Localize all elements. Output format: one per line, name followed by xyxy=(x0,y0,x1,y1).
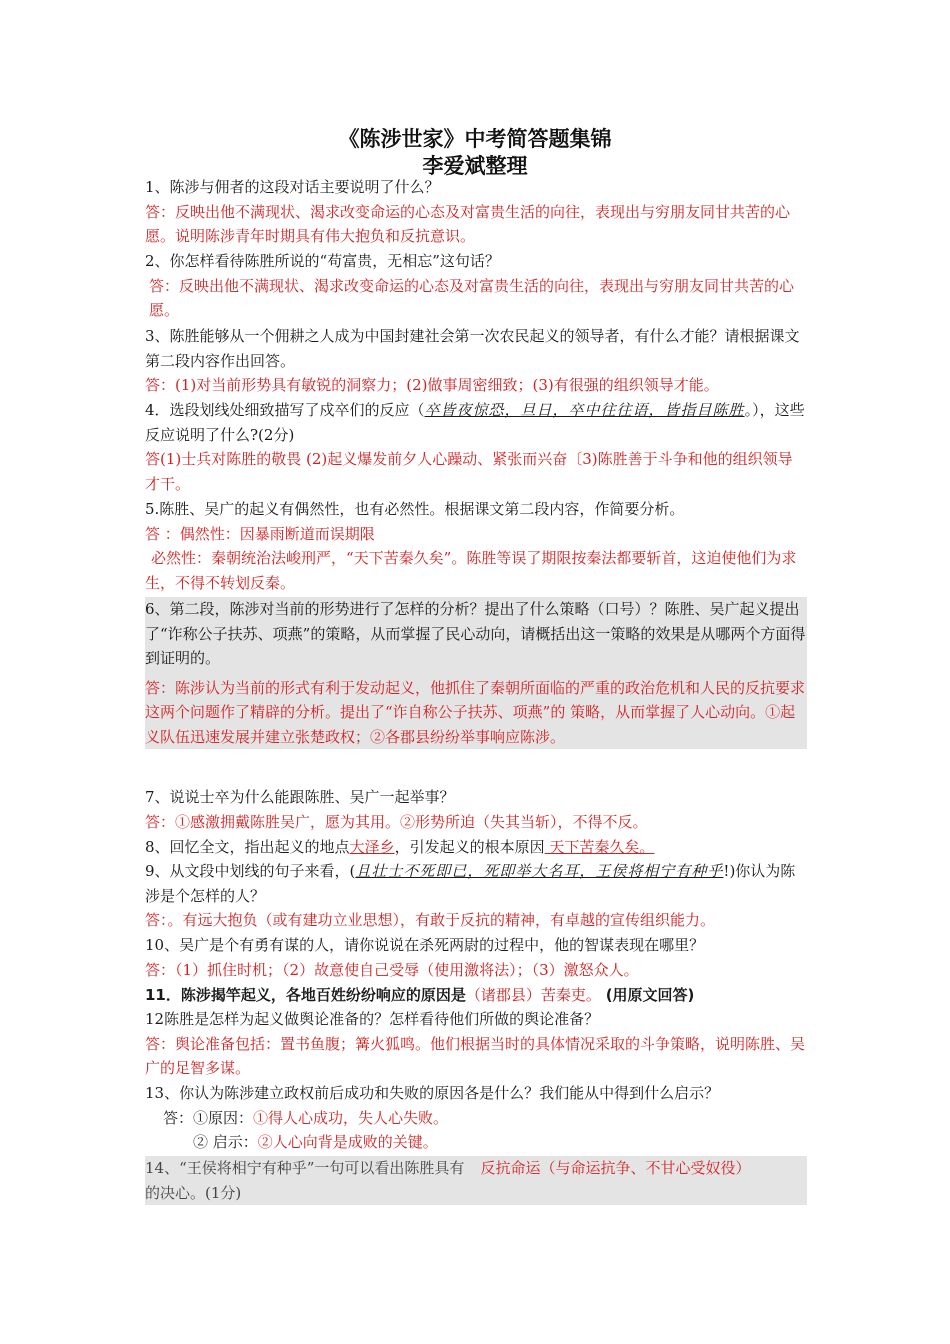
answer-line-1 xyxy=(145,1106,807,1131)
question-1 xyxy=(145,175,807,249)
answer-text: （诸郡县）苦秦吏。 xyxy=(465,986,601,1004)
question-prefix: 8、回忆全文，指出起义的地点 xyxy=(145,838,350,856)
question-text: 2、你怎样看待陈胜所说的“苟富贵，无相忘”这句话？ xyxy=(145,252,500,270)
question-text xyxy=(145,859,807,908)
question-3 xyxy=(145,324,807,398)
question-suffix: (用原文回答) xyxy=(605,986,695,1004)
question-10 xyxy=(145,933,807,982)
question-suffix: !)你认为陈涉是个怎样的人？ xyxy=(145,862,796,905)
answer-text: 答：(1)对当前形势具有敏锐的洞察力；(2)做事周密细致；(3)有很强的组织领导才能。 xyxy=(145,376,719,394)
question-text: 13、你认为陈涉建立政权前后成功和失败的原因各是什么？我们能从中得到什么启示？ xyxy=(145,1084,720,1102)
question-prefix: 14、“王侯将相宁有种乎”一句可以看出陈胜具有 xyxy=(145,1159,465,1177)
answer-label: 答：①原因： xyxy=(163,1108,254,1127)
question-9 xyxy=(145,859,807,933)
question-prefix: 9、从文段中划线的句子来看，( xyxy=(145,862,356,880)
document-subtitle: 李爱斌整理 xyxy=(422,154,528,178)
question-text: 5.陈胜、吴广的起义有偶然性，也有必然性。根据课文第二段内容，作简要分析。 xyxy=(145,500,685,518)
answer-text: 答：陈涉认为当前的形式有利于发动起义，他抓住了秦朝所面临的严重的政治危机和人民的反抗要求这两个问题作了精辟的分析。提出了“诈自称公子扶苏、项燕”的 策略，从而掌握了人心动向。①起义队伍迅速发展并建立张楚政权；②各郡县纷纷举事响应陈涉。 xyxy=(145,678,806,746)
question-12 xyxy=(145,1007,807,1081)
question-6 xyxy=(145,597,807,749)
question-prefix: 11．陈涉揭竿起义，各地百姓纷纷响应的原因是 xyxy=(145,986,466,1004)
answer-line-1: 答 ：偶然性：因暴雨断道而误期限 xyxy=(145,524,375,543)
question-suffix: 。），这些反应说明了什么?(2分) xyxy=(145,401,805,444)
answer-text: 反抗命运（与命运抗争、不甘心受奴役） xyxy=(480,1159,751,1177)
question-text xyxy=(145,835,807,860)
answer-text: 答：。有远大抱负（或有建功立业思想），有敢于反抗的精神，有卓越的宣传组织能力。 xyxy=(145,911,716,929)
question-prefix: 4．选段划线处细致描写了戍卒们的反应（ xyxy=(145,401,425,419)
question-text: 10、吴广是个有勇有谋的人，请你说说在杀死两尉的过程中，他的智谋表现在哪里？ xyxy=(145,936,705,954)
question-7 xyxy=(145,785,807,834)
question-text xyxy=(145,398,807,447)
answer-text: 答：舆论准备包括：置书鱼腹；篝火狐鸣。他们根据当时的具体情况采取的斗争策略，说明陈胜、吴广的足智多谋。 xyxy=(145,1034,806,1077)
question-11 xyxy=(145,983,807,1008)
answer-text: ②人心向背是成败的关键。 xyxy=(257,1133,438,1151)
question-text: 3、陈胜能够从一个佣耕之人成为中国封建社会第一次农民起义的领导者，有什么才能？请根据课文第二段内容作出回答。 xyxy=(145,327,800,370)
underlined-quote: 卒皆夜惊恐，旦日，卒中往往语，皆指目陈胜 xyxy=(424,401,745,419)
question-4 xyxy=(145,398,807,496)
answer-cause: 天下苦秦久矣。 xyxy=(544,838,655,856)
answer-text: 答(1)士兵对陈胜的敬畏 (2)起义爆发前夕人心躁动、紧张而兴奋〔3)陈胜善于斗争和他的组织领导才干。 xyxy=(145,450,793,493)
question-middle: ，引发起义的根本原因 xyxy=(394,838,545,856)
question-2 xyxy=(145,249,807,323)
question-text: 12陈胜是怎样为起义做舆论准备的？怎样看待他们所做的舆论准备？ xyxy=(145,1010,600,1028)
underlined-quote: 且壮士不死即已，死即举大名耳，王侯将相宁有种乎 xyxy=(355,862,724,880)
question-text: 7、说说士卒为什么能跟陈胜、吴广一起举事？ xyxy=(145,788,455,806)
answer-label: ② 启示： xyxy=(193,1133,258,1151)
document-title: 《陈涉世家》中考简答题集锦 xyxy=(338,127,612,151)
answer-line-2 xyxy=(145,1130,807,1155)
question-14 xyxy=(145,1156,807,1205)
question-text: 6、第二段，陈涉对当前的形势进行了怎样的分析？提出了什么策略（口号）？陈胜、吴广起义提出了“诈称公子扶苏、项燕”的策略，从而掌握了民心动向，请概括出这一策略的效果是从哪两个方面得到证明的。 xyxy=(145,600,806,667)
question-8 xyxy=(145,835,807,860)
answer-text: 答：反映出他不满现状、渴求改变命运的心态及对富贵生活的向往，表现出与穷朋友同甘共苦的心愿。说明陈涉青年时期具有伟大抱负和反抗意识。 xyxy=(145,202,791,245)
answer-text: 答：①感激拥戴陈胜吴广，愿为其用。②形势所迫（失其当斩），不得不反。 xyxy=(145,812,648,831)
answer-line-2: 必然性：秦朝统治法峻刑严，“天下苦秦久矣”。陈胜等误了期限按秦法都要斩首，这迫使他们为求生，不得不转划反秦。 xyxy=(145,549,797,592)
question-suffix: 的决心。(1分) xyxy=(145,1183,242,1202)
question-text xyxy=(145,983,807,1008)
question-text: 1、陈涉与佣者的这段对话主要说明了什么？ xyxy=(145,178,440,196)
question-text xyxy=(145,1156,807,1181)
question-5 xyxy=(145,497,807,595)
answer-location: 大泽乡 xyxy=(349,838,395,856)
answer-text: 答：（1）抓住时机；（2）故意使自己受辱（使用激将法）；（3）激怒众人。 xyxy=(145,960,639,979)
answer-text: 答：反映出他不满现状、渴求改变命运的心态及对富贵生活的向往，表现出与穷朋友同甘共苦的心愿。 xyxy=(149,276,795,319)
question-13 xyxy=(145,1081,807,1155)
answer-text: ①得人心成功，失人心失败。 xyxy=(253,1108,449,1127)
